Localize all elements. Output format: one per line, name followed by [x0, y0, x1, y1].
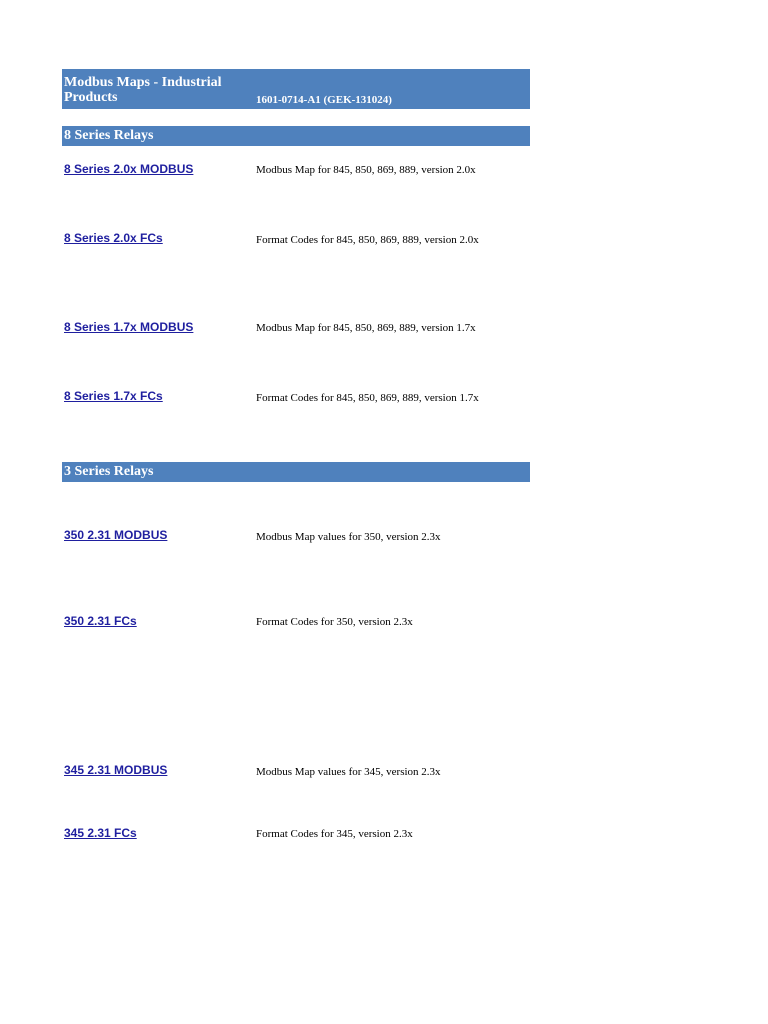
link-8-series-1-7x-fcs[interactable]: 8 Series 1.7x FCs [64, 389, 163, 403]
link-8-series-2-0x-fcs[interactable]: 8 Series 2.0x FCs [64, 231, 163, 245]
description-8-series-1-7x-modbus: Modbus Map for 845, 850, 869, 889, version 1.7x [256, 322, 476, 334]
document-title: Modbus Maps - Industrial Products [64, 75, 222, 105]
description-345-2-31-modbus: Modbus Map values for 345, version 2.3x [256, 766, 441, 778]
link-8-series-2-0x-modbus[interactable]: 8 Series 2.0x MODBUS [64, 162, 194, 176]
description-8-series-2-0x-modbus: Modbus Map for 845, 850, 869, 889, version 2.0x [256, 164, 476, 176]
section-header-8-series: 8 Series Relays [62, 126, 530, 146]
link-350-2-31-fcs[interactable]: 350 2.31 FCs [64, 614, 137, 628]
description-8-series-1-7x-fcs: Format Codes for 845, 850, 869, 889, version 1.7x [256, 392, 479, 404]
link-350-2-31-modbus[interactable]: 350 2.31 MODBUS [64, 528, 168, 542]
document-header [62, 69, 530, 109]
section-header-3-series: 3 Series Relays [62, 462, 530, 482]
description-350-2-31-modbus: Modbus Map values for 350, version 2.3x [256, 531, 441, 543]
link-345-2-31-modbus[interactable]: 345 2.31 MODBUS [64, 763, 168, 777]
description-8-series-2-0x-fcs: Format Codes for 845, 850, 869, 889, version 2.0x [256, 234, 479, 246]
link-345-2-31-fcs[interactable]: 345 2.31 FCs [64, 826, 137, 840]
link-8-series-1-7x-modbus[interactable]: 8 Series 1.7x MODBUS [64, 320, 194, 334]
document-id: 1601-0714-A1 (GEK-131024) [256, 94, 392, 106]
description-345-2-31-fcs: Format Codes for 345, version 2.3x [256, 828, 413, 840]
description-350-2-31-fcs: Format Codes for 350, version 2.3x [256, 616, 413, 628]
